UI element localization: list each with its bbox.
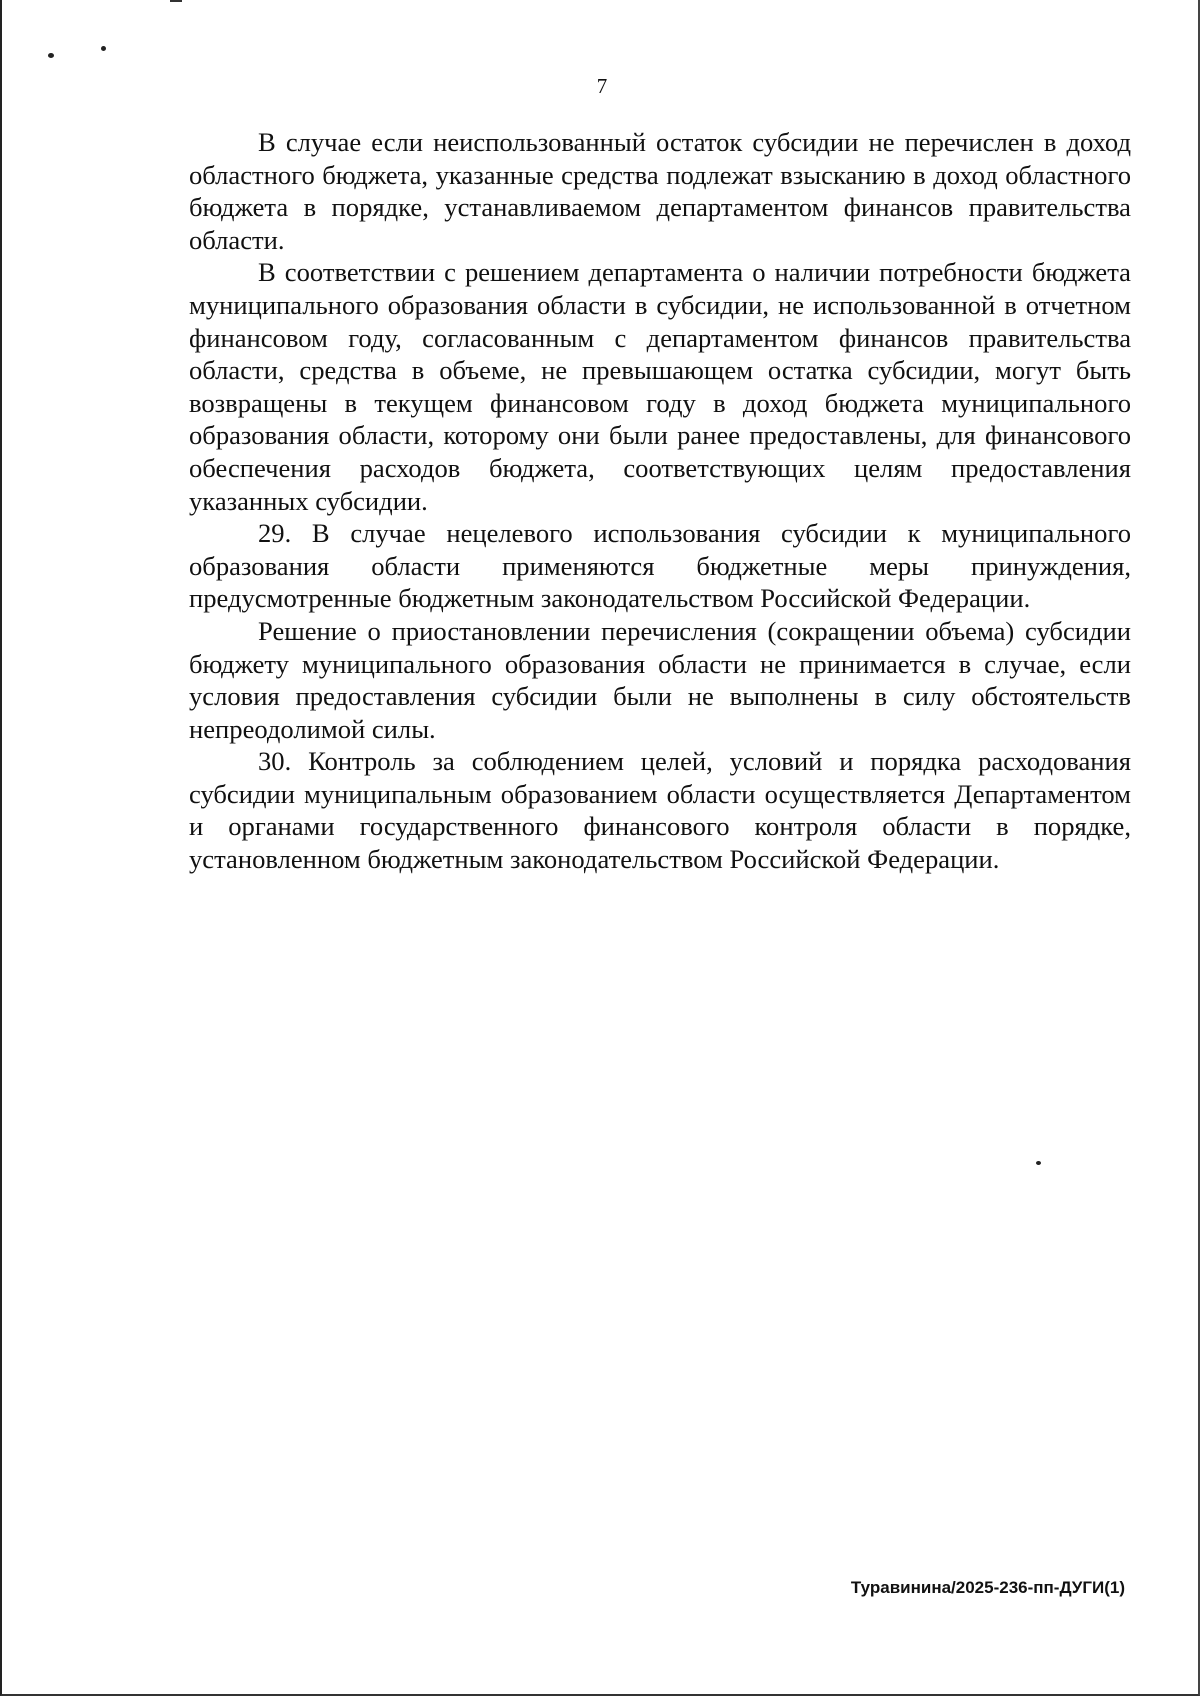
scan-speck <box>101 46 106 51</box>
scan-speck <box>48 53 54 58</box>
scan-speck <box>1036 1161 1041 1165</box>
scan-artifact <box>170 0 182 2</box>
paragraph: 29. В случае нецелевого использования субсидии к муниципального образования области применяются бюджетные меры принуждения, предусмотренные бюджетным законодательством Российской Федерации. <box>189 518 1131 614</box>
paragraph: 30. Контроль за соблюдением целей, условий и порядка расходования субсидии муниципальным образованием области осуществляется Департаментом и органами государственного финансового контроля области в порядке, установленном бюджетным законодательством Российской Федерации. <box>189 746 1131 875</box>
paragraph: В соответствии с решением департамента о наличии потребности бюджета муниципального образования области в субсидии, не использованной в отчетном финансовом году, согласованным с департаментом финансов правительства области, средства в объеме, не превышающем остатка субсидии, могут быть возвращены в текущем финансовом году в доход бюджета муниципального образования области, которому они были ранее предоставлены, для финансового обеспечения расходов бюджета, соответствующих целям предоставления указанных субсидии. <box>189 257 1131 516</box>
document-registration-code: Туравинина/2025-236-пп-ДУГИ(1) <box>850 1578 1125 1597</box>
page-number: 7 <box>596 74 608 98</box>
document-body <box>189 126 1131 876</box>
paragraph: Решение о приостановлении перечисления (сокращении объема) субсидии бюджету муниципального образования области не принимается в случае, если условия предоставления субсидии были не выполнены в силу обстоятельств непреодолимой силы. <box>189 615 1131 744</box>
paragraph: В случае если неиспользованный остаток субсидии не перечислен в доход областного бюджета, указанные средства подлежат взысканию в доход областного бюджета в порядке, устанавливаемом департаментом финансов правительства области. <box>189 127 1131 255</box>
